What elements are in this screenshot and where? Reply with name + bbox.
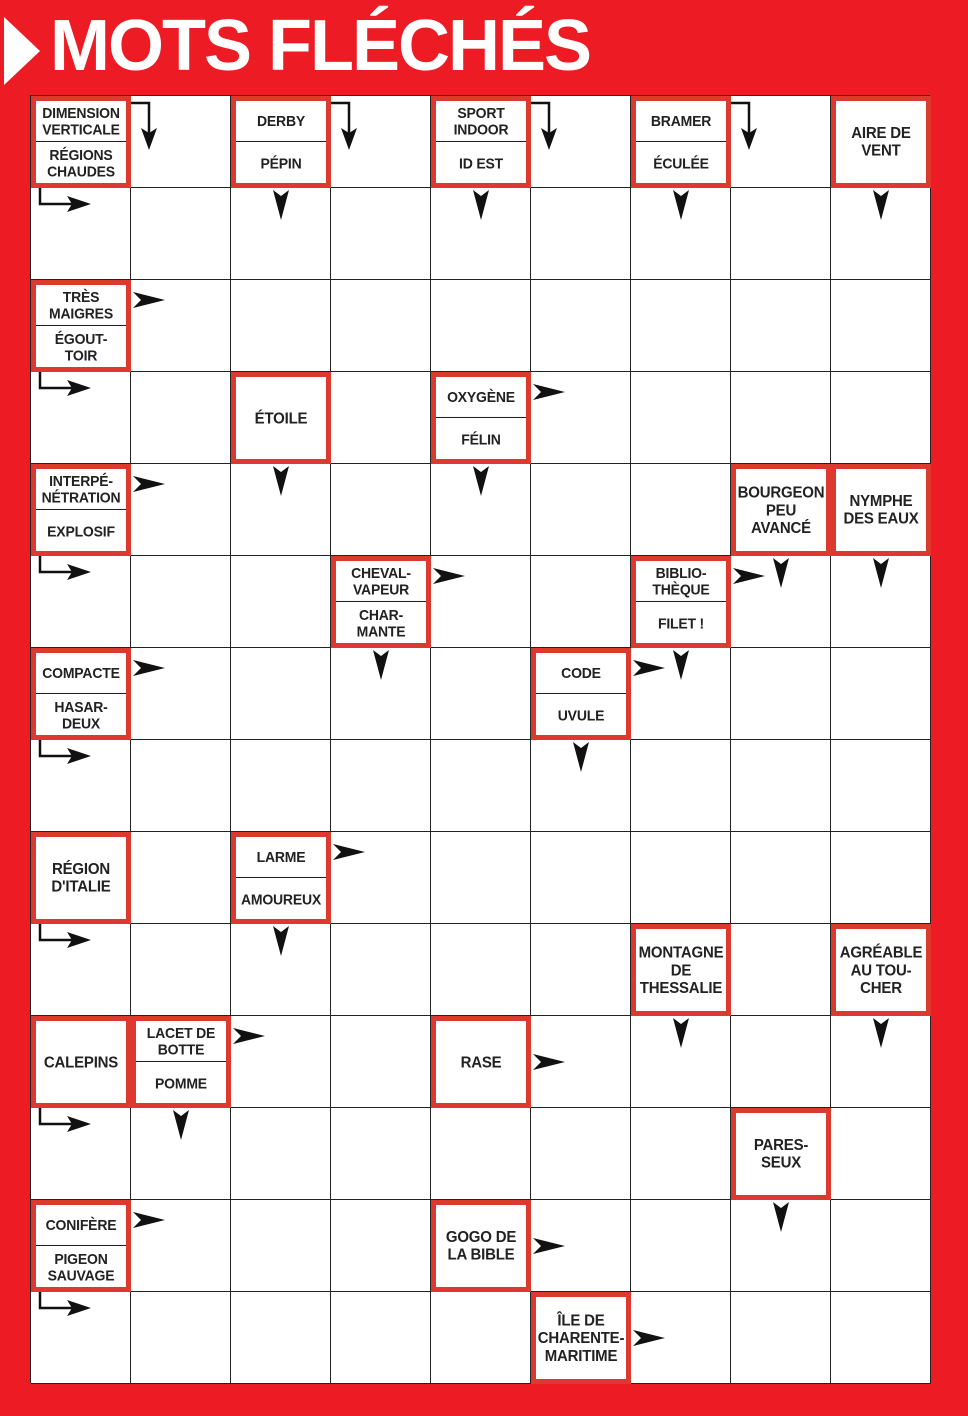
answer-cell[interactable] [331,1200,431,1292]
play-triangle-icon [4,17,40,85]
clue-text: PIGEON SAUVAGE [36,1244,126,1288]
clue-cell [831,96,931,188]
answer-cell[interactable] [531,464,631,556]
answer-cell[interactable] [531,1016,631,1108]
answer-cell[interactable] [531,556,631,648]
answer-cell[interactable] [131,556,231,648]
clue-cell [631,556,731,648]
answer-cell[interactable] [331,96,431,188]
answer-cell[interactable] [431,924,531,1016]
clue-cell [31,464,131,556]
answer-cell[interactable] [231,280,331,372]
clue-text: CHEVAL- VAPEUR [351,564,411,599]
answer-cell[interactable] [331,924,431,1016]
clue-cell [31,832,131,924]
answer-cell[interactable] [831,188,931,280]
answer-cell[interactable] [531,96,631,188]
clue-text: BRAMER [650,112,712,130]
clue-text: GOGO DE LA BIBLE [445,1228,517,1264]
clue-text: ÉTOILE [254,409,308,427]
answer-cell[interactable] [631,464,731,556]
answer-cell[interactable] [331,1292,431,1384]
answer-cell[interactable] [731,280,831,372]
answer-cell[interactable] [531,832,631,924]
answer-cell[interactable] [431,1292,531,1384]
answer-cell[interactable] [231,1016,331,1108]
answer-cell[interactable] [231,648,331,740]
answer-cell[interactable] [331,464,431,556]
answer-cell[interactable] [431,188,531,280]
answer-cell[interactable] [331,188,431,280]
answer-cell[interactable] [731,96,831,188]
answer-cell[interactable] [831,1200,931,1292]
header-banner [0,0,968,92]
answer-cell[interactable] [131,924,231,1016]
answer-cell[interactable] [731,648,831,740]
answer-cell[interactable] [131,188,231,280]
answer-cell[interactable] [131,648,231,740]
clue-text: TRÈS MAIGRES [49,288,113,323]
clue-text: AGRÉABLE AU TOU- CHER [839,943,923,997]
answer-cell[interactable] [631,372,731,464]
answer-cell[interactable] [131,280,231,372]
answer-cell[interactable] [831,1108,931,1200]
answer-cell[interactable] [131,372,231,464]
clue-text: OXYGÈNE [447,388,515,406]
answer-cell[interactable] [831,556,931,648]
clue-text: ÉGOUT- TOIR [36,324,126,368]
clue-text: DIMENSION VERTICALE [42,104,120,139]
clue-text: AIRE DE VENT [851,124,911,160]
clue-cell [631,924,731,1016]
clue-text: UVULE [536,692,626,736]
answer-cell[interactable] [831,740,931,832]
answer-cell[interactable] [331,832,431,924]
answer-cell[interactable] [531,740,631,832]
answer-cell[interactable] [331,648,431,740]
answer-cell[interactable] [731,832,831,924]
answer-cell[interactable] [131,1108,231,1200]
clue-cell [431,372,531,464]
clue-cell [831,464,931,556]
clue-text: ÎLE DE CHARENTE- MARITIME [537,1311,625,1365]
answer-cell[interactable] [31,372,131,464]
answer-cell[interactable] [31,556,131,648]
answer-cell[interactable] [731,1016,831,1108]
clue-cell [431,1016,531,1108]
answer-cell[interactable] [631,188,731,280]
clue-cell [331,556,431,648]
answer-cell[interactable] [31,1292,131,1384]
clue-cell [731,1108,831,1200]
clue-cell [31,1200,131,1292]
clue-text: AMOUREUX [236,876,326,920]
clue-cell [31,280,131,372]
clue-text: ID EST [436,140,526,184]
clue-cell [31,96,131,188]
clue-text: HASAR- DEUX [36,692,126,736]
answer-cell[interactable] [431,832,531,924]
answer-cell[interactable] [31,188,131,280]
clue-text: BIBLIO- THÈQUE [652,564,710,599]
answer-cell[interactable] [831,1016,931,1108]
answer-cell[interactable] [131,1292,231,1384]
answer-cell[interactable] [31,1108,131,1200]
clue-text: RÉGION D'ITALIE [51,860,111,896]
clue-cell [131,1016,231,1108]
answer-cell[interactable] [831,648,931,740]
answer-cell[interactable] [831,372,931,464]
answer-cell[interactable] [431,556,531,648]
clue-text: RÉGIONS CHAUDES [36,140,126,184]
clue-cell [531,648,631,740]
clue-cell [831,924,931,1016]
answer-cell[interactable] [631,1016,731,1108]
clue-text: LARME [256,848,306,866]
clue-text: EXPLOSIF [36,508,126,552]
answer-cell[interactable] [731,740,831,832]
answer-cell[interactable] [331,740,431,832]
answer-cell[interactable] [431,280,531,372]
answer-cell[interactable] [331,1108,431,1200]
clue-text: SPORT INDOOR [453,104,509,139]
answer-cell[interactable] [631,1108,731,1200]
answer-cell[interactable] [831,280,931,372]
answer-cell[interactable] [831,1292,931,1384]
answer-cell[interactable] [31,924,131,1016]
answer-cell[interactable] [731,1200,831,1292]
clue-cell [531,1292,631,1384]
clue-text: PÉPIN [236,140,326,184]
answer-cell[interactable] [531,924,631,1016]
clue-cell [31,648,131,740]
answer-cell[interactable] [331,1016,431,1108]
clue-cell [231,372,331,464]
clue-cell [231,832,331,924]
answer-cell[interactable] [631,1200,731,1292]
answer-cell[interactable] [531,188,631,280]
crossword-grid [30,95,930,1383]
answer-cell[interactable] [631,740,731,832]
answer-cell[interactable] [631,280,731,372]
answer-cell[interactable] [331,280,431,372]
clue-cell [31,1016,131,1108]
answer-cell[interactable] [431,464,531,556]
answer-cell[interactable] [331,372,431,464]
answer-cell[interactable] [431,740,531,832]
answer-cell[interactable] [631,648,731,740]
clue-cell [631,96,731,188]
answer-cell[interactable] [231,1292,331,1384]
answer-cell[interactable] [131,464,231,556]
answer-cell[interactable] [531,372,631,464]
answer-cell[interactable] [131,832,231,924]
clue-text: INTERPÉ- NÉTRATION [41,472,121,507]
clue-text: BOURGEON PEU AVANCÉ [737,483,825,537]
answer-cell[interactable] [231,740,331,832]
clue-text: RASE [460,1053,502,1071]
answer-cell[interactable] [731,188,831,280]
answer-cell[interactable] [531,280,631,372]
answer-cell[interactable] [231,1108,331,1200]
answer-cell[interactable] [731,556,831,648]
clue-cell [231,96,331,188]
clue-text: DERBY [256,112,305,130]
clue-text: COMPACTE [42,664,120,682]
answer-cell[interactable] [131,96,231,188]
answer-cell[interactable] [831,832,931,924]
clue-text: CONIFÈRE [45,1216,117,1234]
clue-text: LACET DE BOTTE [146,1024,216,1059]
clue-text: CODE [561,664,601,682]
clue-text: POMME [136,1060,226,1104]
page-title: MOTS FLÉCHÉS [50,6,591,86]
clue-cell [731,464,831,556]
answer-cell[interactable] [731,1292,831,1384]
answer-cell[interactable] [231,1200,331,1292]
answer-cell[interactable] [731,372,831,464]
clue-cell [431,1200,531,1292]
answer-cell[interactable] [231,556,331,648]
clue-cell [431,96,531,188]
answer-cell[interactable] [531,1108,631,1200]
answer-cell[interactable] [131,1200,231,1292]
clue-text: NYMPHE DES EAUX [843,492,919,528]
answer-cell[interactable] [131,740,231,832]
clue-text: CHAR- MANTE [336,600,426,644]
answer-cell[interactable] [731,924,831,1016]
answer-cell[interactable] [631,1292,731,1384]
clue-text: ÉCULÉE [636,140,726,184]
clue-text: FILET ! [636,600,726,644]
answer-cell[interactable] [431,1108,531,1200]
clue-text: FÉLIN [436,416,526,460]
answer-cell[interactable] [31,740,131,832]
answer-cell[interactable] [431,648,531,740]
answer-cell[interactable] [631,832,731,924]
clue-text: PARES- SEUX [753,1136,809,1172]
answer-cell[interactable] [531,1200,631,1292]
answer-cell[interactable] [231,924,331,1016]
answer-cell[interactable] [231,464,331,556]
clue-text: CALEPINS [43,1053,119,1071]
clue-text: MONTAGNE DE THESSALIE [638,943,724,997]
answer-cell[interactable] [231,188,331,280]
